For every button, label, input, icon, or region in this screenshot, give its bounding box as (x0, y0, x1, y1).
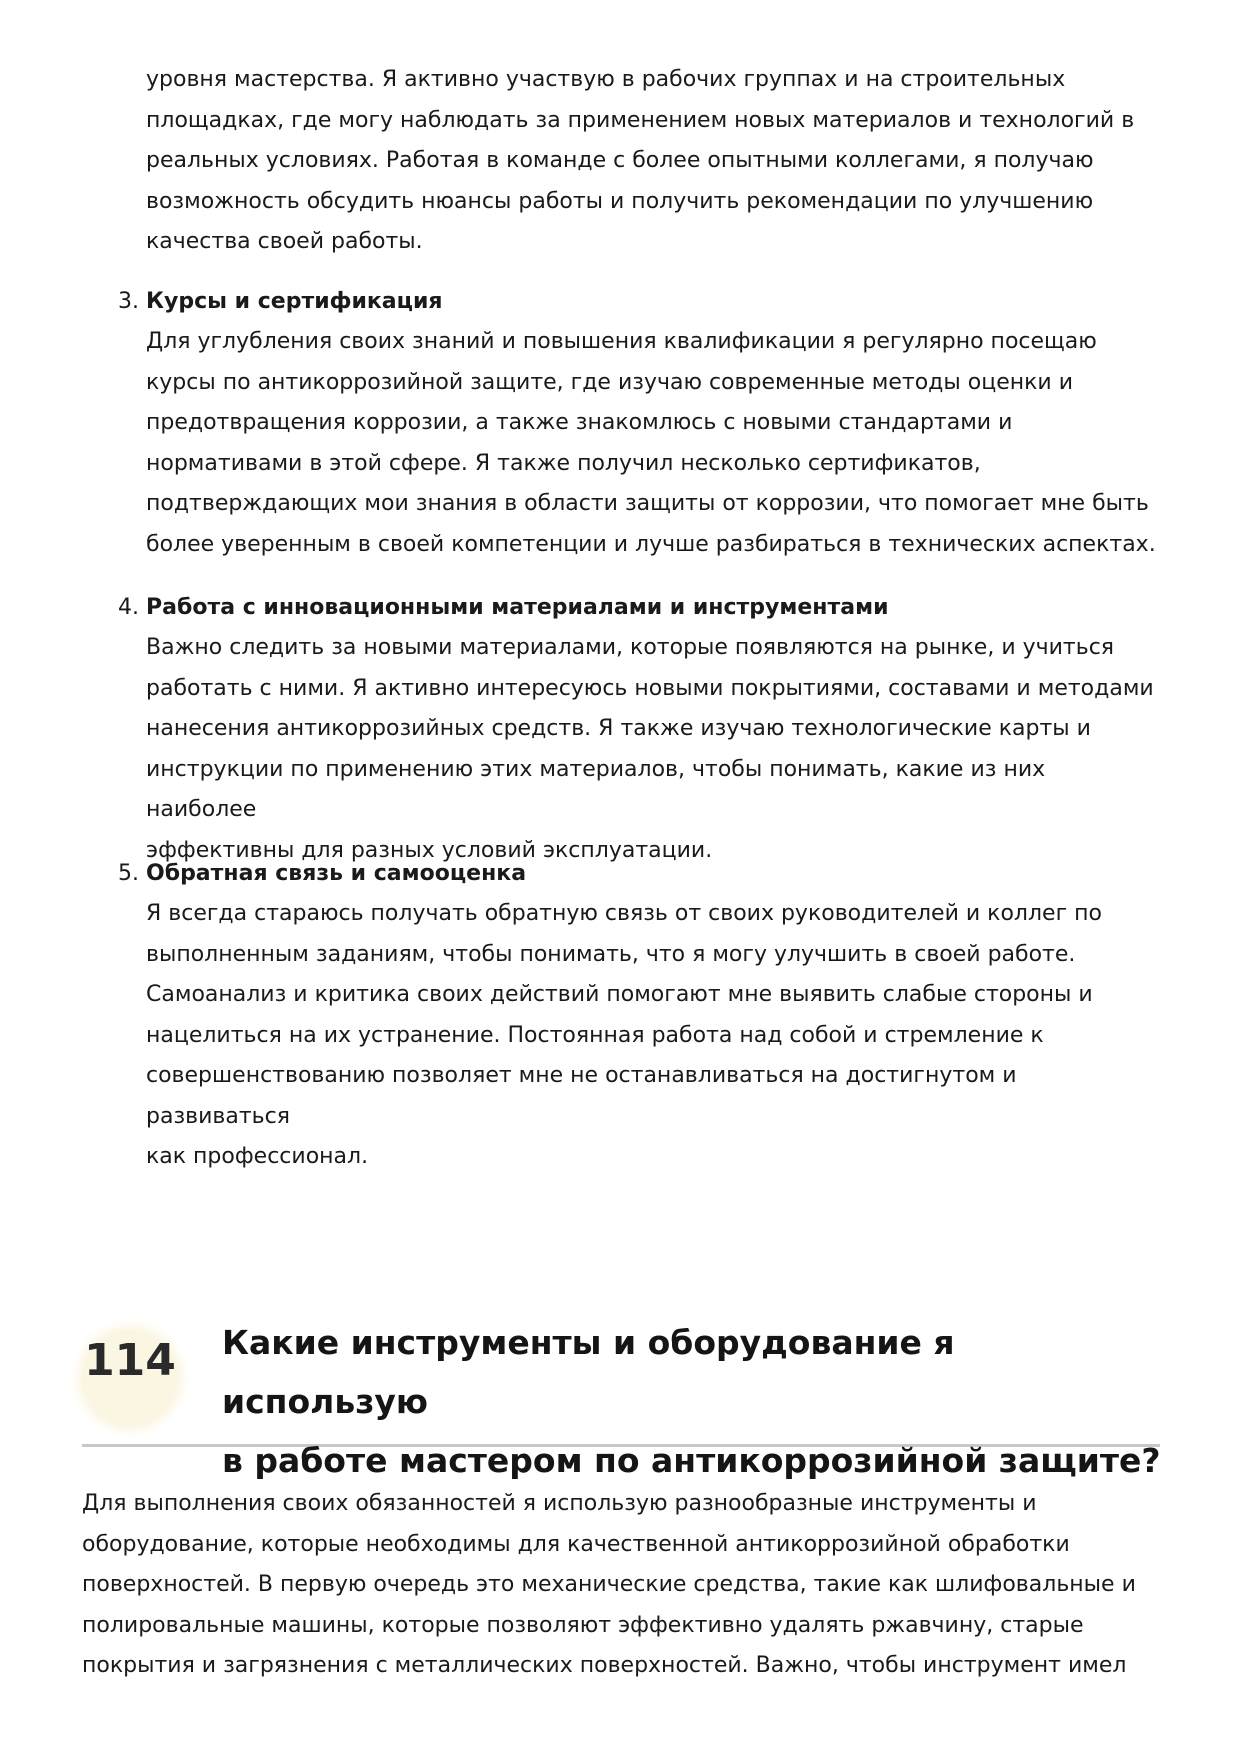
list-item-title: Работа с инновационными материалами и инструментами (146, 595, 889, 620)
text-line: Важно следить за новыми материалами, которые появляются на рынке, и учиться (146, 635, 1115, 660)
section-intro-paragraph (82, 1484, 1162, 1687)
continuation-paragraph (146, 60, 1156, 263)
text-line: работать с ними. Я активно интересуюсь новыми покрытиями, составами и методами (146, 675, 1154, 701)
list-item-innovations (118, 588, 1158, 871)
text-line: эффективны для разных условий эксплуатации. (146, 837, 713, 863)
text-line: Для углубления своих знаний и повышения квалификации я регулярно посещаю (146, 329, 1097, 354)
list-item-heading (118, 588, 1158, 628)
text-line: Для выполнения своих обязанностей я использую разнообразные инструменты и (82, 1491, 1037, 1516)
list-item-body (146, 322, 1158, 565)
list-item-number: 5. (118, 861, 139, 886)
section-header (82, 1310, 1161, 1480)
text-line: полировальные машины, которые позволяют эффективно удалять ржавчину, старые (82, 1612, 1084, 1638)
list-item-number: 3. (118, 289, 139, 314)
text-line: подтверждающих мои знания в области защиты от коррозии, что помогает мне быть (146, 491, 1149, 516)
text-line: Самоанализ и критика своих действий помогают мне выявить слабые стороны и (146, 982, 1093, 1007)
text-line: нанесения антикоррозийных средств. Я также изучаю технологические карты и (146, 716, 1091, 741)
text-line: курсы по антикоррозийной защите, где изучаю современные методы оценки и (146, 369, 1073, 395)
list-item-courses (118, 282, 1158, 565)
text-line: оборудование, которые необходимы для качественной антикоррозийной обработки (82, 1531, 1070, 1557)
list-item-heading (118, 854, 1158, 894)
text-line: Я всегда стараюсь получать обратную связь от своих руководителей и коллег по (146, 901, 1102, 926)
text-line: нормативами в этой сфере. Я также получил несколько сертификатов, (146, 450, 981, 476)
text-line: уровня мастерства. Я активно участвую в рабочих группах и на строительных (146, 67, 1066, 92)
text-line: качества своей работы. (146, 229, 423, 254)
list-item-title: Курсы и сертификация (146, 289, 443, 314)
list-item-body (146, 628, 1158, 871)
text-line: реальных условиях. Работая в команде с более опытными коллегами, я получаю (146, 148, 1094, 173)
text-line: покрытия и загрязнения с металлических поверхностей. Важно, чтобы инструмент имел (82, 1653, 1127, 1678)
text-line: возможность обсудить нюансы работы и получить рекомендации по улучшению (146, 188, 1094, 214)
list-item-number: 4. (118, 595, 139, 620)
title-line: Какие инструменты и оборудование я использую (222, 1323, 955, 1421)
text-line: совершенствованию позволяет мне не останавливаться на достигнутом и развиваться (146, 1063, 1017, 1129)
text-line: нацелиться на их устранение. Постоянная работа над собой и стремление к (146, 1022, 1044, 1048)
list-item-body (146, 894, 1158, 1178)
section-number: 114 (84, 1335, 176, 1386)
text-line: предотвращения коррозии, а также знакомлюсь с новыми стандартами и (146, 410, 1013, 435)
list-item-title: Обратная связь и самооценка (146, 861, 527, 886)
text-line: более уверенным в своей компетенции и лучше разбираться в технических аспектах. (146, 531, 1156, 557)
list-item-heading (118, 282, 1158, 322)
section-title (222, 1313, 1162, 1490)
text-line: инструкции по применению этих материалов, чтобы понимать, какие из них наиболее (146, 756, 1046, 822)
text-line: как профессионал. (146, 1144, 369, 1169)
text-line: поверхностей. В первую очередь это механические средства, такие как шлифовальные и (82, 1572, 1136, 1597)
list-item-feedback (118, 854, 1158, 1178)
text-line: выполненным заданиям, чтобы понимать, что я могу улучшить в своей работе. (146, 941, 1076, 967)
title-line: в работе мастером по антикоррозийной защите? (222, 1441, 1161, 1480)
text-line: площадках, где могу наблюдать за применением новых материалов и технологий в (146, 107, 1135, 133)
